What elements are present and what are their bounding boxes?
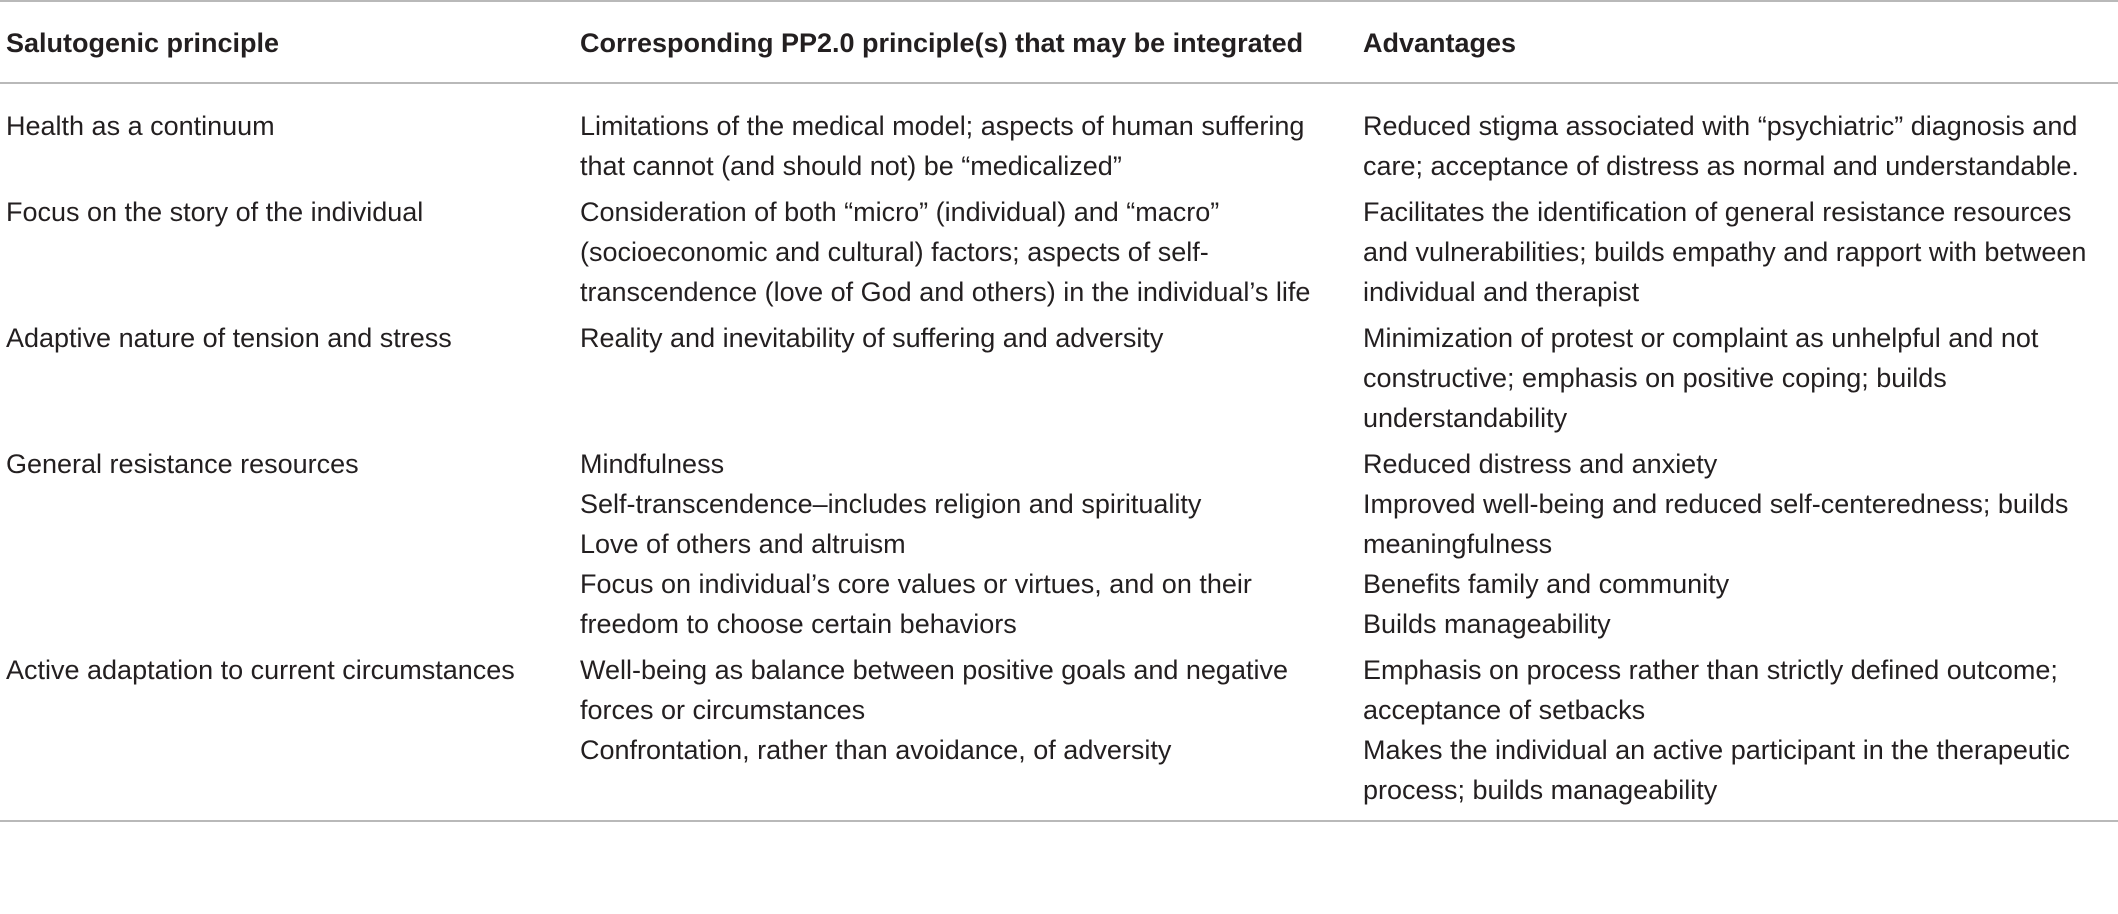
pp20-text: Limitations of the medical model; aspects of human suffering that cannot (and should not) be “medicalized” xyxy=(580,111,1305,181)
cell-principle xyxy=(0,83,574,186)
advantage-text: Minimization of protest or complaint as unhelpful and not constructive; emphasis on positive coping; builds understandability xyxy=(1363,323,2039,433)
header-salutogenic-principle: Salutogenic principle xyxy=(6,28,280,58)
table-row xyxy=(0,438,2118,644)
principle-text: Adaptive nature of tension and stress xyxy=(6,323,452,353)
cell-advantages xyxy=(1359,312,2118,438)
pp20-text: Consideration of both “micro” (individual) and “macro” (socioeconomic and cultural) factors; aspects of self-transcendence (love of God and others) in the individual’s life xyxy=(580,197,1311,307)
advantage-text: Facilitates the identification of general resistance resources and vulnerabilities; builds empathy and rapport with between individual and therapist xyxy=(1363,197,2087,307)
pp20-text: Self-transcendence–includes religion and spirituality xyxy=(580,489,1202,519)
principle-text: General resistance resources xyxy=(6,449,359,479)
table-row xyxy=(0,186,2118,312)
cell-advantages xyxy=(1359,186,2118,312)
principle-text: Health as a continuum xyxy=(6,111,275,141)
principle-text: Focus on the story of the individual xyxy=(6,197,424,227)
cell-principle xyxy=(0,644,574,821)
pp20-text: Well-being as balance between positive goals and negative forces or circumstances xyxy=(580,655,1288,725)
advantage-text: Improved well-being and reduced self-centeredness; builds meaningfulness xyxy=(1363,489,2069,559)
cell-pp20 xyxy=(574,83,1359,186)
pp20-text: Confrontation, rather than avoidance, of adversity xyxy=(580,735,1172,765)
cell-pp20 xyxy=(574,438,1359,644)
pp20-text: Reality and inevitability of suffering and adversity xyxy=(580,323,1164,353)
header-pp20-principles: Corresponding PP2.0 principle(s) that may be integrated xyxy=(580,28,1304,58)
advantage-text: Benefits family and community xyxy=(1363,569,1730,599)
advantage-text: Emphasis on process rather than strictly defined outcome; acceptance of setbacks xyxy=(1363,655,2058,725)
header-row xyxy=(0,1,2118,83)
pp20-text: Love of others and altruism xyxy=(580,529,906,559)
pp20-text: Focus on individual’s core values or virtues, and on their freedom to choose certain behaviors xyxy=(580,569,1252,639)
cell-principle xyxy=(0,312,574,438)
pp20-text: Mindfulness xyxy=(580,449,725,479)
table-row xyxy=(0,83,2118,186)
cell-principle xyxy=(0,186,574,312)
table-header xyxy=(0,1,2118,83)
table-row xyxy=(0,644,2118,821)
header-advantages: Advantages xyxy=(1363,28,1517,58)
advantage-text: Reduced stigma associated with “psychiatric” diagnosis and care; acceptance of distress as normal and understandable. xyxy=(1363,111,2079,181)
cell-principle xyxy=(0,438,574,644)
advantage-text: Makes the individual an active participant in the therapeutic process; builds manageability xyxy=(1363,735,2070,805)
table-row xyxy=(0,312,2118,438)
principle-text: Active adaptation to current circumstances xyxy=(6,655,515,685)
cell-advantages xyxy=(1359,644,2118,821)
cell-pp20 xyxy=(574,186,1359,312)
cell-advantages xyxy=(1359,83,2118,186)
cell-pp20 xyxy=(574,644,1359,821)
cell-pp20 xyxy=(574,312,1359,438)
table-body xyxy=(0,83,2118,821)
advantage-text: Builds manageability xyxy=(1363,609,1611,639)
advantage-text: Reduced distress and anxiety xyxy=(1363,449,1718,479)
cell-advantages xyxy=(1359,438,2118,644)
